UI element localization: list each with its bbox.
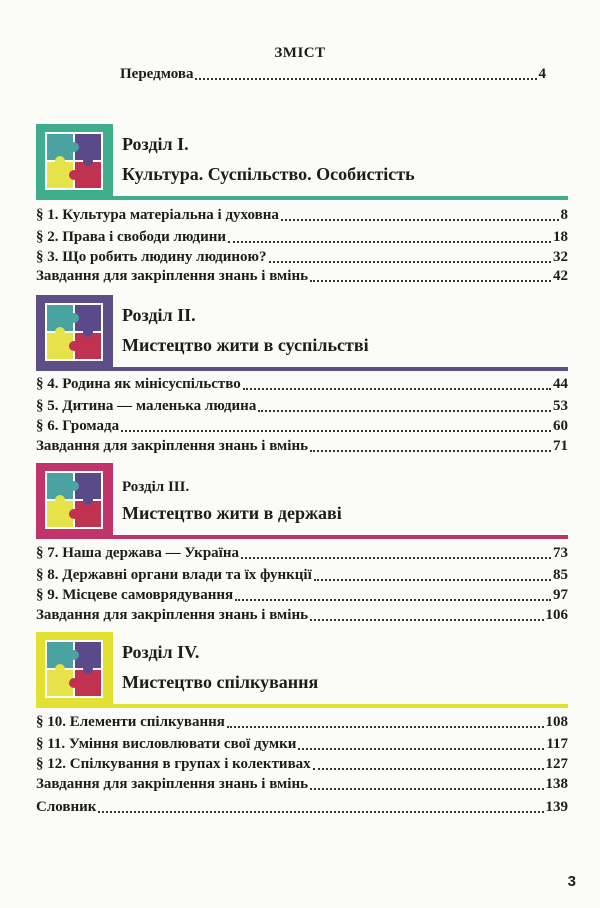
section-divider xyxy=(36,535,568,539)
toc-entry-page: 108 xyxy=(545,714,568,730)
leader-dots xyxy=(243,388,551,390)
toc-entry[interactable] xyxy=(36,567,568,585)
section-header-2[interactable] xyxy=(36,295,568,371)
leader-dots xyxy=(121,430,551,432)
toc-entry-label: Завдання для закріплення знань і вмінь xyxy=(36,607,309,623)
section-title: Розділ ІІІ. xyxy=(122,479,190,495)
toc-entry[interactable] xyxy=(36,776,568,794)
toc-entry[interactable] xyxy=(36,607,568,625)
toc-entry-page: 53 xyxy=(553,398,568,414)
toc-entry-page: 127 xyxy=(545,756,568,772)
leader-dots xyxy=(310,280,551,282)
toc-entry-label: Завдання для закріплення знань і вмінь xyxy=(36,438,309,454)
toc-entry[interactable] xyxy=(36,418,568,436)
toc-entry-label: § 3. Що робить людину людиною? xyxy=(36,249,267,265)
toc-entry[interactable] xyxy=(36,545,568,563)
leader-dots xyxy=(241,557,551,559)
leader-dots xyxy=(227,726,544,728)
section-header-1[interactable] xyxy=(36,124,568,200)
section-subtitle: Культура. Суспільство. Особистість xyxy=(122,164,415,184)
section-title: Розділ ІІ. xyxy=(122,305,196,325)
toc-entry[interactable] xyxy=(36,756,568,774)
toc-entry-label: § 1. Культура матеріальна і духовна xyxy=(36,207,279,223)
section-subtitle: Мистецтво жити в державі xyxy=(122,503,342,523)
toc-entry-preface[interactable] xyxy=(120,66,546,84)
leader-dots xyxy=(298,748,544,750)
section-divider xyxy=(36,367,568,371)
toc-entry[interactable] xyxy=(36,587,568,605)
toc-entry-page: 8 xyxy=(560,207,568,223)
toc-entry-page: 71 xyxy=(553,438,568,454)
section-header-3[interactable] xyxy=(36,463,568,539)
toc-entry-label: § 12. Спілкування в групах і колективах xyxy=(36,756,311,772)
toc-entry-page: 138 xyxy=(545,776,568,792)
toc-entry-label: § 2. Права і свободи людини xyxy=(36,229,227,245)
toc-entry-page: 4 xyxy=(538,66,546,82)
toc-entry[interactable] xyxy=(36,736,568,754)
toc-entry[interactable] xyxy=(36,376,568,394)
section-title: Розділ І. xyxy=(122,134,189,154)
leader-dots xyxy=(310,450,551,452)
puzzle-icon xyxy=(45,132,103,190)
section-subtitle: Мистецтво жити в суспільстві xyxy=(122,335,369,355)
leader-dots xyxy=(310,619,543,621)
toc-entry-page: 139 xyxy=(545,799,568,815)
section-subtitle: Мистецтво спілкування xyxy=(122,672,319,692)
leader-dots xyxy=(228,241,551,243)
toc-entry-label: § 8. Державні органи влади та їх функції xyxy=(36,567,312,583)
toc-entry-label: Завдання для закріплення знань і вмінь xyxy=(36,268,309,284)
toc-entry-label: § 4. Родина як мінісуспільство xyxy=(36,376,241,392)
page-number: 3 xyxy=(567,873,576,890)
toc-entry-page: 60 xyxy=(553,418,568,434)
toc-entry[interactable] xyxy=(36,438,568,456)
leader-dots xyxy=(281,219,559,221)
leader-dots xyxy=(269,261,551,263)
toc-entry[interactable] xyxy=(36,398,568,416)
toc-entry-label: § 9. Місцеве самоврядування xyxy=(36,587,234,603)
leader-dots xyxy=(310,788,543,790)
leader-dots xyxy=(195,78,536,80)
toc-entry-label: Завдання для закріплення знань і вмінь xyxy=(36,776,309,792)
toc-entry-page: 117 xyxy=(546,736,568,752)
toc-entry-label: § 11. Уміння висловлювати свої думки xyxy=(36,736,297,752)
toc-entry-glossary[interactable] xyxy=(36,799,568,817)
toc-entry-page: 42 xyxy=(553,268,568,284)
toc-entry[interactable] xyxy=(36,249,568,267)
toc-entry-page: 73 xyxy=(553,545,568,561)
section-header-4[interactable] xyxy=(36,632,568,708)
puzzle-icon xyxy=(45,471,103,529)
toc-entry-page: 18 xyxy=(553,229,568,245)
page-title: ЗМІСТ xyxy=(274,45,326,61)
puzzle-icon xyxy=(45,303,103,361)
section-divider xyxy=(36,704,568,708)
leader-dots xyxy=(314,579,551,581)
toc-entry-page: 106 xyxy=(545,607,568,623)
toc-entry-label: Словник xyxy=(36,799,97,815)
toc-entry-label: Передмова xyxy=(120,66,194,82)
toc-entry-label: § 10. Елементи спілкування xyxy=(36,714,225,730)
toc-entry-page: 85 xyxy=(553,567,568,583)
toc-entry-page: 44 xyxy=(553,376,568,392)
leader-dots xyxy=(235,599,551,601)
section-divider xyxy=(36,196,568,200)
leader-dots xyxy=(313,768,544,770)
toc-entry-page: 32 xyxy=(553,249,568,265)
leader-dots xyxy=(258,410,551,412)
toc-entry[interactable] xyxy=(36,714,568,732)
puzzle-icon xyxy=(45,640,103,698)
toc-entry-label: § 5. Дитина — маленька людина xyxy=(36,398,257,414)
leader-dots xyxy=(98,811,543,813)
toc-entry-label: § 6. Громада xyxy=(36,418,120,434)
toc-entry[interactable] xyxy=(36,229,568,247)
toc-entry[interactable] xyxy=(36,268,568,286)
toc-entry[interactable] xyxy=(36,207,568,225)
toc-entry-page: 97 xyxy=(553,587,568,603)
section-title: Розділ IV. xyxy=(122,642,200,662)
toc-entry-label: § 7. Наша держава — Україна xyxy=(36,545,239,561)
